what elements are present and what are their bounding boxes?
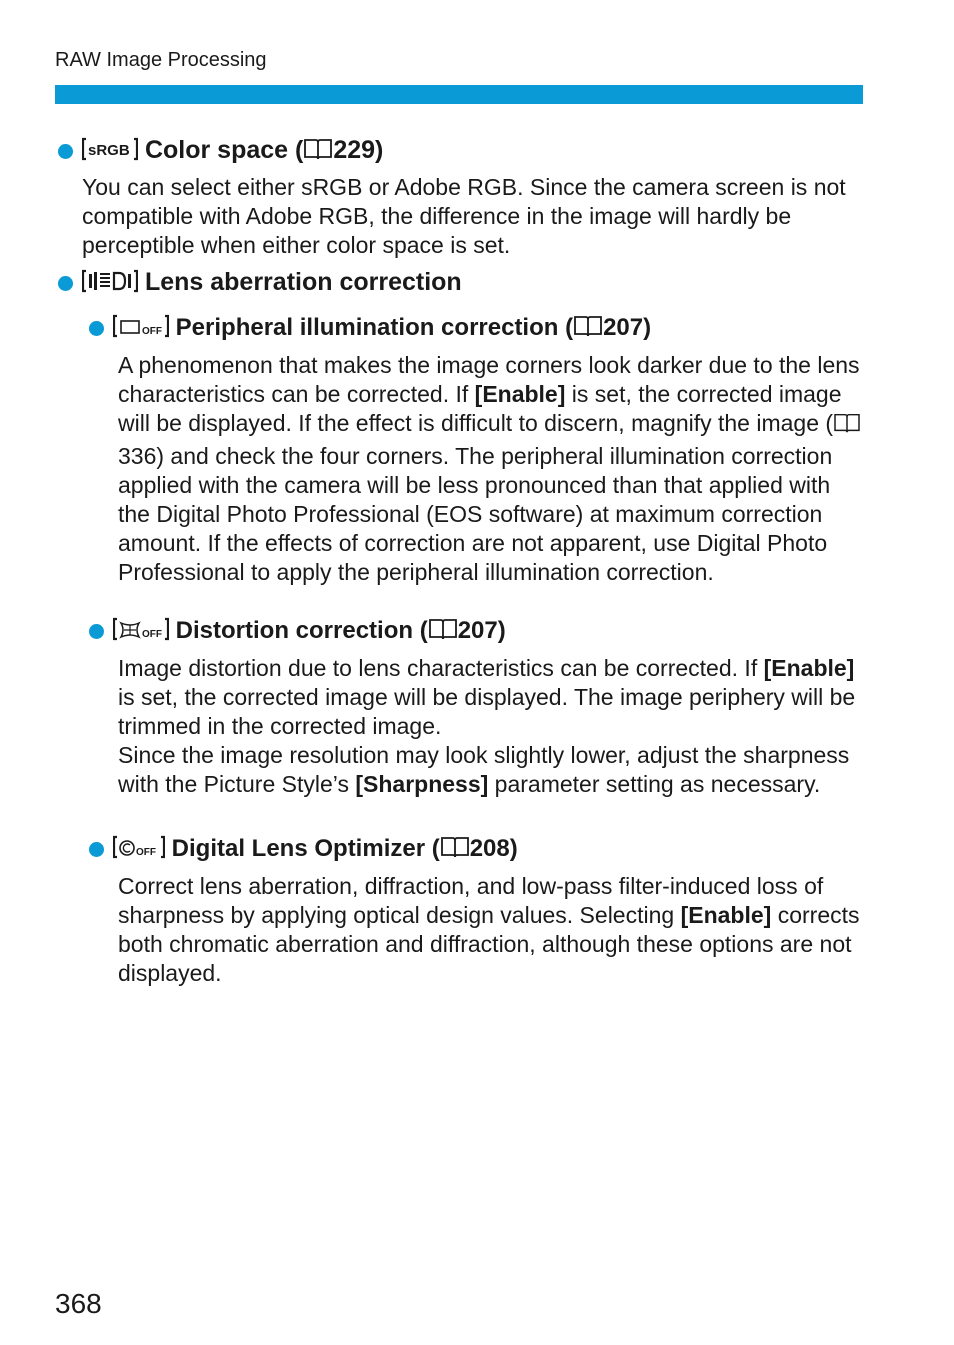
bullet-icon (89, 321, 104, 336)
distortion-body: Image distortion due to lens characteristics can be corrected. If [Enable] is set, the corrected image will be displayed. The image periphery will be trimmed in the corrected image. Since the image resolution may look slightly lower, adjust the sharpness with the Picture Style’s [Sharpness] parameter setting as necessary. (118, 655, 856, 797)
color-space-page-ref: 229) (333, 136, 384, 164)
section-lens-aberration (55, 267, 865, 301)
header-rule (55, 85, 863, 104)
svg-text:sRGB: sRGB (88, 142, 130, 159)
running-head: RAW Image Processing (55, 49, 267, 71)
digital-lens-optimizer-off-icon (113, 834, 165, 868)
dlo-body: Correct lens aberration, diffraction, and low-pass filter-induced loss of sharpness by applying optical design values. Selecting [Enable] corrects both chromatic aberration and diffraction, although these options are not displayed. (118, 873, 860, 986)
bullet-icon (89, 842, 104, 857)
section-peripheral-illumination (87, 313, 867, 587)
peripheral-illumination-off-icon (113, 313, 169, 347)
lens-aberration-title: Lens aberration correction (144, 268, 462, 296)
peripheral-title: Peripheral illumination correction ( (175, 314, 574, 341)
svg-text:OFF: OFF (136, 847, 156, 858)
book-icon (833, 411, 861, 442)
lens-aberration-heading (82, 267, 865, 301)
svg-text:OFF: OFF (142, 326, 162, 337)
inline-page-ref: 336 (118, 443, 157, 469)
srgb-icon (82, 136, 138, 169)
enable-label: [Enable] (763, 655, 855, 681)
peripheral-body: A phenomenon that makes the image corners look darker due to the lens characteristics can be corrected. If [Enable] is set, the corrected image will be displayed. If the effect is difficult to discern, magnify the image (336) and check the four corners. The peripheral illumination correction applied with the camera will be less pronounced than that applied with the Digital Photo Professional (EOS software) at maximum correction amount. If the effects of correction are not apparent, use Digital Photo Professional to apply the peripheral illumination correction. (118, 352, 860, 585)
section-distortion (87, 616, 867, 799)
section-digital-lens-optimizer (87, 834, 867, 988)
dlo-title: Digital Lens Optimizer ( (171, 835, 440, 862)
distortion-heading (113, 616, 867, 650)
dlo-page-ref: 208) (469, 835, 518, 862)
peripheral-page-ref: 207) (603, 314, 652, 341)
book-icon (573, 313, 603, 347)
color-space-title: Color space ( (144, 136, 304, 164)
bullet-icon (58, 276, 73, 291)
sharpness-label: [Sharpness] (355, 771, 489, 797)
color-space-heading (82, 135, 865, 169)
distortion-off-icon (113, 616, 169, 650)
page-number: 368 (55, 1288, 102, 1319)
book-icon (428, 616, 458, 650)
bullet-icon (89, 624, 104, 639)
enable-label: [Enable] (680, 902, 772, 928)
book-icon (440, 834, 470, 868)
lens-aberration-icon (82, 268, 138, 301)
book-icon (303, 136, 333, 169)
bullet-icon (58, 144, 73, 159)
distortion-title: Distortion correction ( (175, 617, 428, 644)
color-space-body: You can select either sRGB or Adobe RGB. Since the camera screen is not compatible with Adobe RGB, the difference in the image will hardly be perceptible when either color space is set. (82, 174, 846, 258)
peripheral-heading (113, 313, 867, 347)
section-color-space (55, 135, 865, 260)
svg-text:OFF: OFF (142, 629, 162, 640)
dlo-heading (113, 834, 867, 868)
distortion-page-ref: 207) (457, 617, 506, 644)
enable-label: [Enable] (474, 381, 566, 407)
